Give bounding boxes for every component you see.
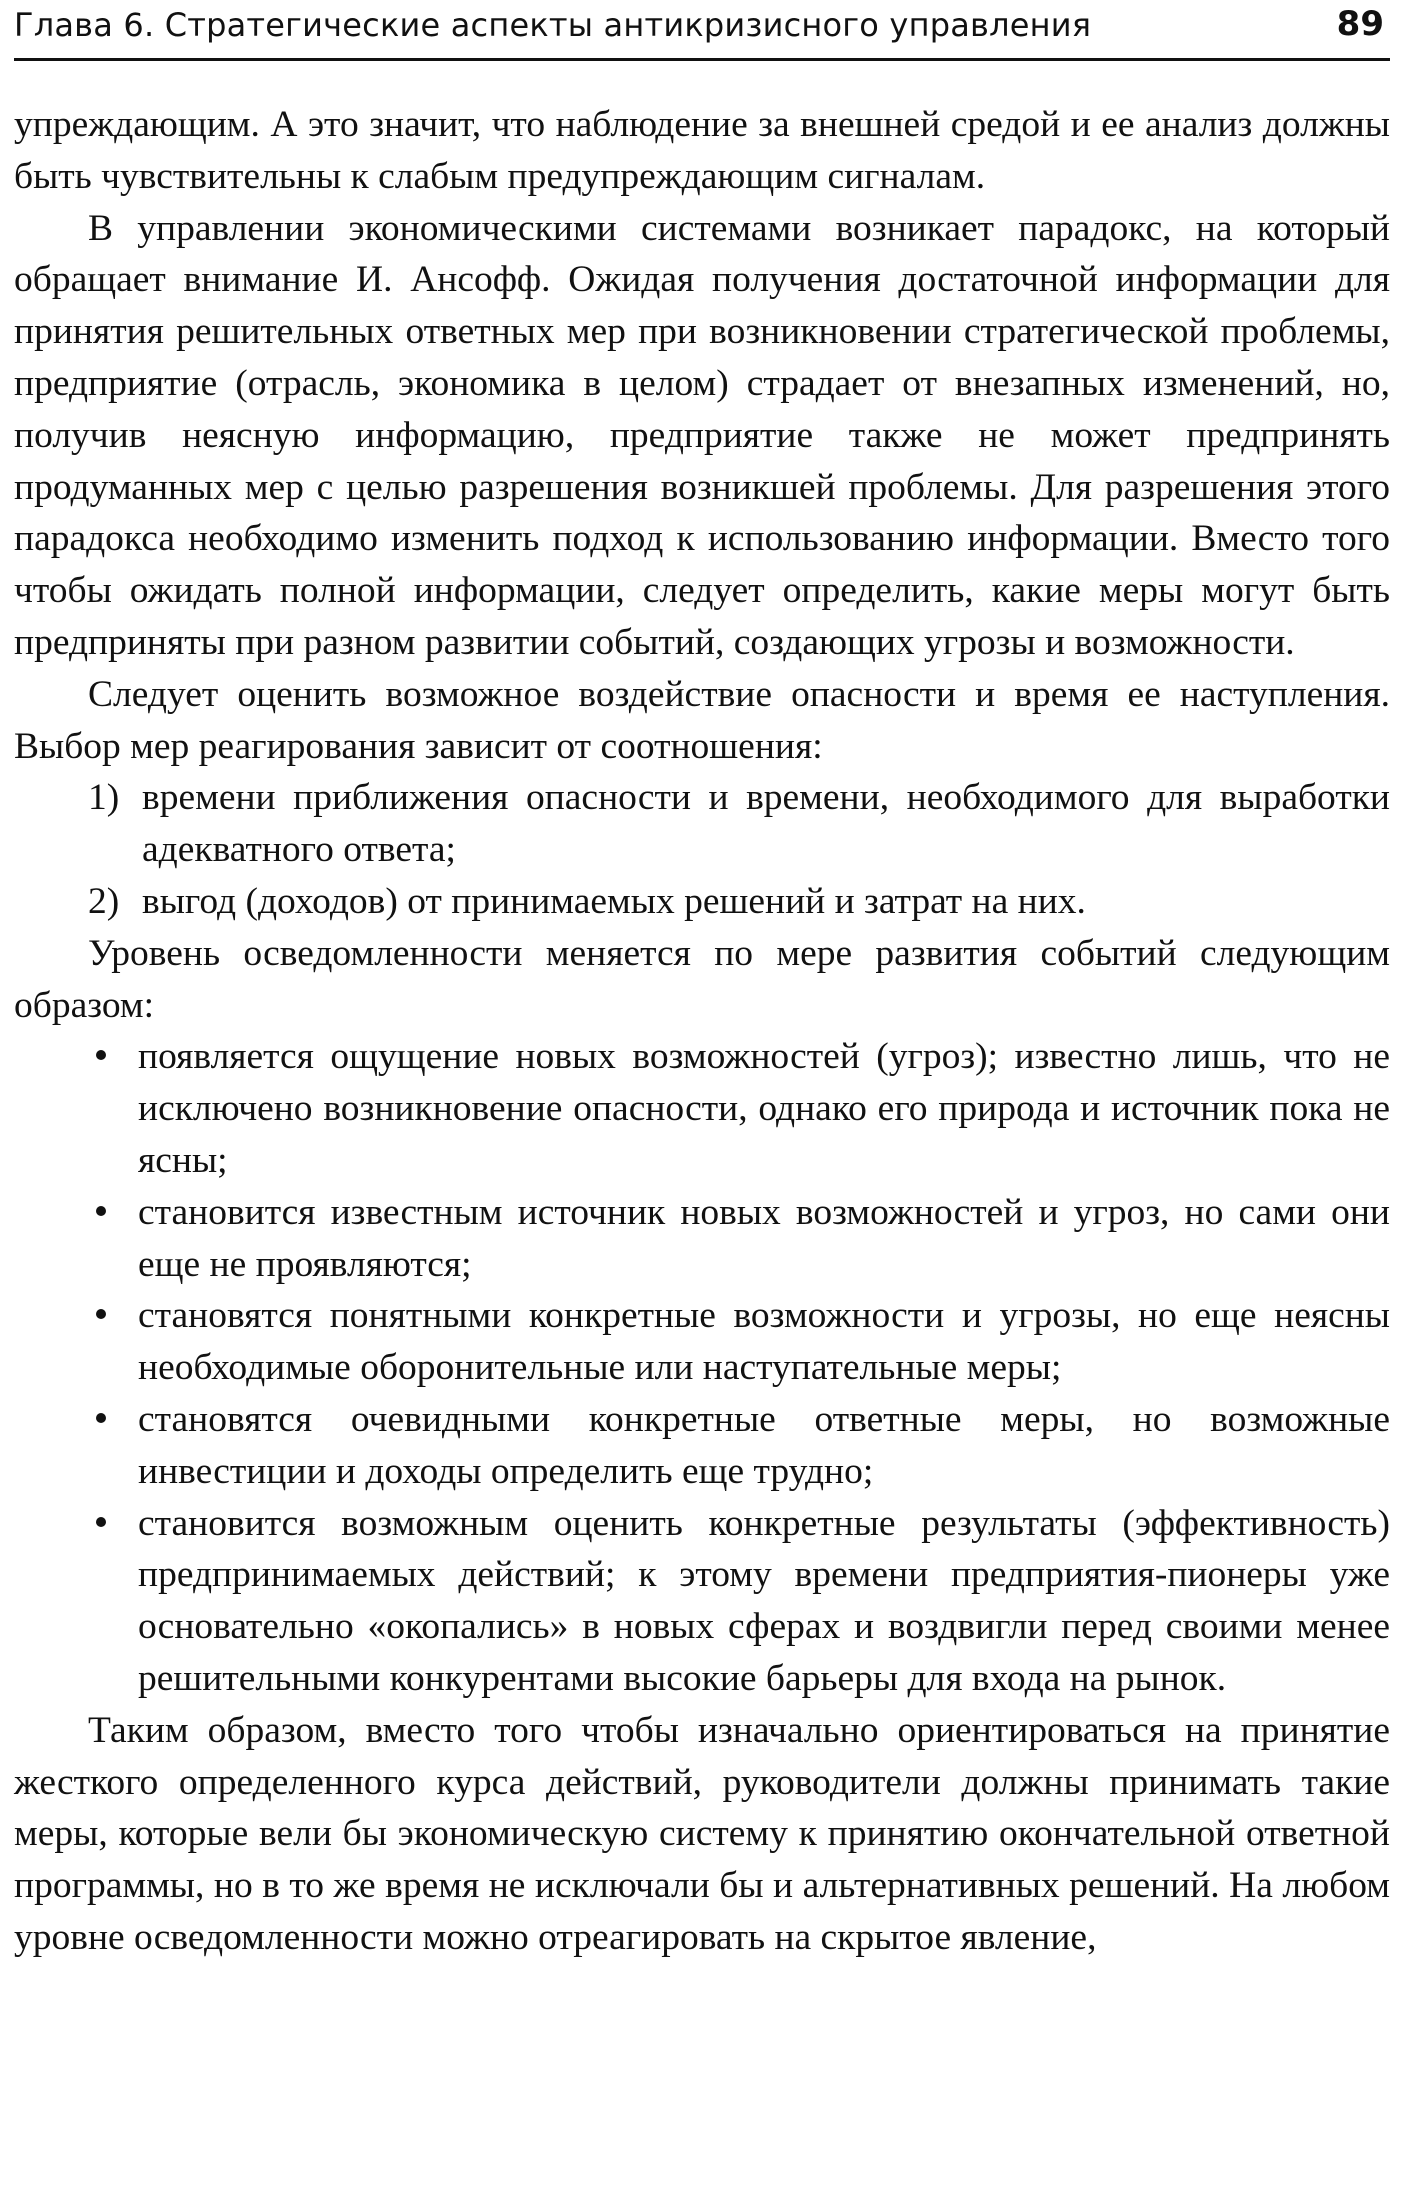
paragraph-conclusion: Таким образом, вместо того чтобы изначально ориентироваться на принятие жесткого определенного курса действий, руководители должны принимать такие меры, которые вели бы экономическую систему к принятию окончательной ответной программы, но в то же время не исключали бы и альтернативных решений. На любом уровне осведомленности можно отреагировать на скрытое явление, bbox=[14, 1709, 1390, 1958]
bullet-item bbox=[138, 1187, 1390, 1291]
bullet-item bbox=[138, 1290, 1390, 1394]
paragraph-assess: Следует оценить возможное воздействие опасности и время ее наступления. Выбор мер реагирования зависит от соотношения: bbox=[14, 673, 1390, 767]
numbered-item bbox=[88, 876, 1390, 928]
item-text: выгод (доходов) от принимаемых решений и затрат на них. bbox=[142, 880, 1086, 922]
bullet-icon bbox=[96, 1517, 106, 1527]
page-body bbox=[14, 99, 1390, 1964]
item-text: времени приближения опасности и времени, необходимого для выработки адекватного ответа; bbox=[142, 777, 1390, 871]
bullet-item bbox=[138, 1394, 1390, 1498]
bullet-icon bbox=[96, 1206, 106, 1216]
book-page bbox=[14, 0, 1390, 2194]
running-header bbox=[14, 0, 1390, 61]
bullet-text: становятся очевидными конкретные ответные меры, но возможные инвестиции и доходы определить еще трудно; bbox=[138, 1398, 1390, 1492]
bullet-icon bbox=[96, 1309, 106, 1319]
numbered-list bbox=[14, 772, 1390, 927]
bullet-text: становится возможным оценить конкретные результаты (эффективность) предпринимаемых действий; к этому времени предприятия-пионеры уже основательно «окопались» в новых сферах и воздвигли перед своими менее решительными конкурентами высокие барьеры для входа на рынок. bbox=[138, 1502, 1390, 1699]
paragraph-paradox: В управлении экономическими системами возникает парадокс, на который обращает внимание И. Ансофф. Ожидая получения достаточной информации для принятия решительных ответных мер при возникновении стратегической проблемы, предприятие (отрасль, экономика в целом) страдает от внезапных изменений, но, получив неясную информацию, предприятие также не может предпринять продуманных мер с целью разрешения возникшей проблемы. Для разрешения этого парадокса необходимо изменить подход к использованию информации. Вместо того чтобы ожидать полной информации, следует определить, какие меры могут быть предприняты при разном развитии событий, создающих угрозы и возможности. bbox=[14, 207, 1390, 663]
bullet-text: становятся понятными конкретные возможности и угрозы, но еще неясны необходимые оборонительные или наступательные меры; bbox=[138, 1295, 1390, 1389]
paragraph-awareness: Уровень осведомленности меняется по мере развития событий следующим образом: bbox=[14, 932, 1390, 1026]
bullet-list bbox=[14, 1031, 1390, 1704]
bullet-text: становится известным источник новых возможностей и угроз, но сами они еще не проявляются; bbox=[138, 1191, 1390, 1285]
page-number: 89 bbox=[1336, 4, 1384, 44]
bullet-text: появляется ощущение новых возможностей (угроз); известно лишь, что не исключено возникновение опасности, однако его природа и источник пока не ясны; bbox=[138, 1036, 1390, 1181]
paragraph-continued: упреждающим. А это значит, что наблюдение за внешней средой и ее анализ должны быть чувствительны к слабым предупреждающим сигналам. bbox=[14, 104, 1390, 197]
bullet-icon bbox=[96, 1413, 106, 1423]
numbered-item bbox=[88, 772, 1390, 876]
bullet-item bbox=[138, 1498, 1390, 1705]
bullet-icon bbox=[96, 1050, 106, 1060]
chapter-title: Глава 6. Стратегические аспекты антикризисного управления bbox=[14, 6, 1092, 44]
item-number: 1) bbox=[88, 777, 120, 819]
bullet-item bbox=[138, 1031, 1390, 1186]
item-number: 2) bbox=[88, 880, 120, 922]
